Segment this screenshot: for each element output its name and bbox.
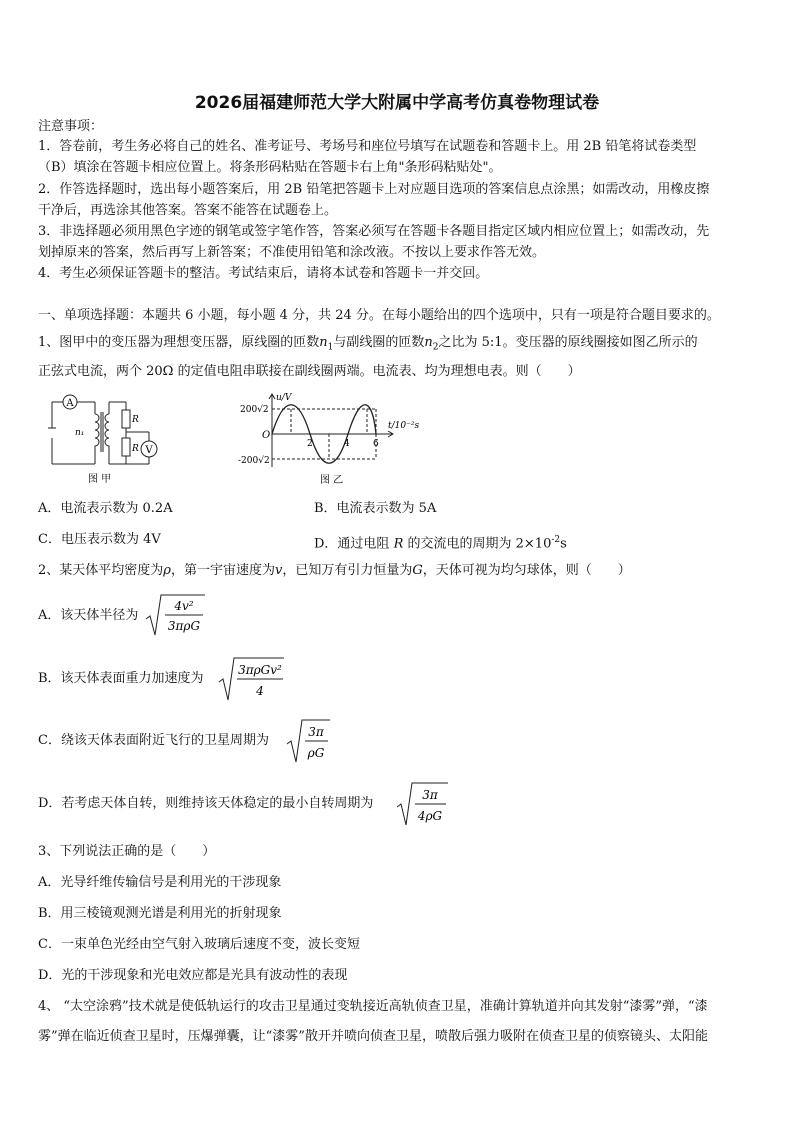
notice-heading: 注意事项： xyxy=(38,119,104,134)
x-tick-4: 4 xyxy=(344,439,350,449)
q3-option-c: C．一束单色光经由空气射入玻璃后速度不变，波长变短 xyxy=(38,937,360,952)
q2-stem xyxy=(38,561,760,581)
q2-stem-d: ，天体可视为均匀球体，则（ ） xyxy=(422,563,631,578)
q1-option-b: B．电流表示数为 5A xyxy=(314,501,437,516)
notice-line-7: 4．考生必须保证答题卡的整洁。考试结束后，请将本试卷和答题卡一并交回。 xyxy=(38,266,489,281)
q2-option-d-text: D．若考虑天体自转，则维持该天体稳定的最小自转周期为 xyxy=(38,796,374,811)
q1-n1-sub: 1 xyxy=(327,342,334,353)
q1-option-d-c: s xyxy=(560,536,567,552)
voltmeter-label: V xyxy=(145,445,153,456)
q1-stem-line1 xyxy=(38,333,760,358)
q2-v: v xyxy=(274,563,283,578)
q2-option-b-text: B．该天体表面重力加速度为 xyxy=(38,671,204,686)
q2-option-d-formula xyxy=(396,781,450,831)
ammeter-label: A xyxy=(66,398,74,409)
q2-a-denominator: 3πρG xyxy=(167,619,201,633)
q1-option-d-exp: -2 xyxy=(551,535,561,545)
x-tick-2: 2 xyxy=(307,439,313,449)
notice-line-2: （B）填涂在答题卡相应位置上。将条形码粘贴在答题卡右上角"条形码粘贴处"。 xyxy=(38,160,502,175)
y-min-label: -200√2 xyxy=(238,456,270,466)
notice-line-6: 划掉原来的答案，然后再写上新答案；不准使用铅笔和涂改液。不按以上要求作答无效。 xyxy=(38,245,546,260)
q1-n2-sub: 2 xyxy=(432,342,439,353)
q2-c-denominator: ρG xyxy=(307,746,325,760)
y-axis-label: u/V xyxy=(276,393,292,403)
q1-figure-b xyxy=(238,391,428,489)
primary-coil-label: n₁ xyxy=(75,428,85,438)
q1-option-d-a: D．通过电阻 xyxy=(314,536,390,552)
transformer-circuit-diagram xyxy=(40,392,170,488)
q2-stem-c: ，已知万有引力恒量为 xyxy=(282,563,413,578)
q2-option-c-formula xyxy=(286,718,332,768)
q1-n2: n xyxy=(424,335,433,350)
q3-option-a: A．光导纤维传输信号是利用光的干涉现象 xyxy=(38,875,282,890)
q1-option-a: A．电流表示数为 0.2A xyxy=(38,501,173,516)
q4-stem-line2: 雾”弹在临近侦查卫星时，压爆弹囊，让“漆雾”散开并喷向侦查卫星，喷散后强力吸附在侦查卫星的侦察镜头、太阳能 xyxy=(38,1029,708,1044)
q1-stem-c: 之比为 5:1。变压器的原线圈接如图乙所示的 xyxy=(438,335,698,350)
q1-stem-b: 与副线圈的匝数 xyxy=(333,335,425,350)
q2-c-numerator: 3π xyxy=(308,725,324,739)
notice-line-1: 1．答卷前，考生务必将自己的姓名、准考证号、考场号和座位号填写在试题卷和答题卡上。用 2B 铅笔将试卷类型 xyxy=(38,139,697,154)
q2-rho: ρ xyxy=(163,563,171,578)
q1-option-d-r: R xyxy=(393,536,404,552)
resistor-2-label: R xyxy=(132,444,139,454)
q2-stem-b: ，第一宇宙速度为 xyxy=(170,563,275,578)
q2-b-denominator: 4 xyxy=(256,684,264,698)
figure-b-caption: 图 乙 xyxy=(320,475,344,486)
notice-line-4: 干净后，再选涂其他答案。答案不能答在试题卷上。 xyxy=(38,203,338,218)
q2-d-denominator: 4ρG xyxy=(417,809,443,823)
q2-b-numerator: 3πρGv² xyxy=(238,663,282,677)
q2-option-a-formula xyxy=(145,593,207,641)
q2-option-c-text: C．绕该天体表面附近飞行的卫星周期为 xyxy=(38,733,269,748)
q3-option-b: B．用三棱镜观测光谱是利用光的折射现象 xyxy=(38,906,282,921)
sine-voltage-graph xyxy=(238,391,428,489)
q4-stem-line1: 4、 “太空涂鸦”技术就是使低轨运行的攻击卫星通过变轨接近高轨侦查卫星，准确计算轨道并向其发射“漆雾”弹，“漆 xyxy=(38,999,708,1014)
notice-line-3: 2．作答选择题时，选出每小题答案后，用 2B 铅笔把答题卡上对应题目选项的答案信息点涂黑；如需改动，用橡皮擦 xyxy=(38,182,710,197)
figure-a-caption: 图 甲 xyxy=(88,474,112,485)
section-heading: 一、单项选择题：本题共 6 小题，每小题 4 分，共 24 分。在每小题给出的四个选项中，只有一项是符合题目要求的。 xyxy=(38,308,720,323)
resistor-1-label: R xyxy=(132,415,139,425)
q2-g: G xyxy=(412,563,423,578)
page-title: 2026届福建师范大学大附属中学高考仿真卷物理试卷 xyxy=(194,93,600,113)
q2-stem-a: 2、某天体平均密度为 xyxy=(38,563,164,578)
q1-n1: n xyxy=(319,335,328,350)
y-max-label: 200√2 xyxy=(240,405,269,415)
notice-line-5: 3．非选择题必须用黑色字迹的钢笔或签字笔作答，答案必须写在答题卡各题目指定区域内相应位置上；如需改动，先 xyxy=(38,224,710,239)
q3-stem: 3、下列说法正确的是（ ） xyxy=(38,844,216,859)
q1-option-d xyxy=(314,530,567,554)
origin-label: O xyxy=(262,430,271,441)
q2-option-b-formula xyxy=(218,656,286,706)
q2-option-a-text: A．该天体半径为 xyxy=(38,608,139,623)
x-axis-label: t/10⁻²s xyxy=(388,421,420,431)
q2-a-numerator: 4v² xyxy=(174,599,194,613)
q1-figure-a xyxy=(40,392,170,488)
q1-option-c: C．电压表示数为 4V xyxy=(38,532,161,547)
q1-stem-line2: 正弦式电流，两个 20Ω 的定值电阻串联接在副线圈两端。电流表、均为理想电表。则（ ） xyxy=(38,364,581,379)
q1-option-d-b: 的交流电的周期为 2×10 xyxy=(407,536,552,552)
q2-d-numerator: 3π xyxy=(422,788,438,802)
x-tick-6: 6 xyxy=(373,439,379,449)
q1-stem-a: 1、图甲中的变压器为理想变压器，原线圈的匝数 xyxy=(38,335,320,350)
q3-option-d: D．光的干涉现象和光电效应都是光具有波动性的表现 xyxy=(38,968,348,983)
